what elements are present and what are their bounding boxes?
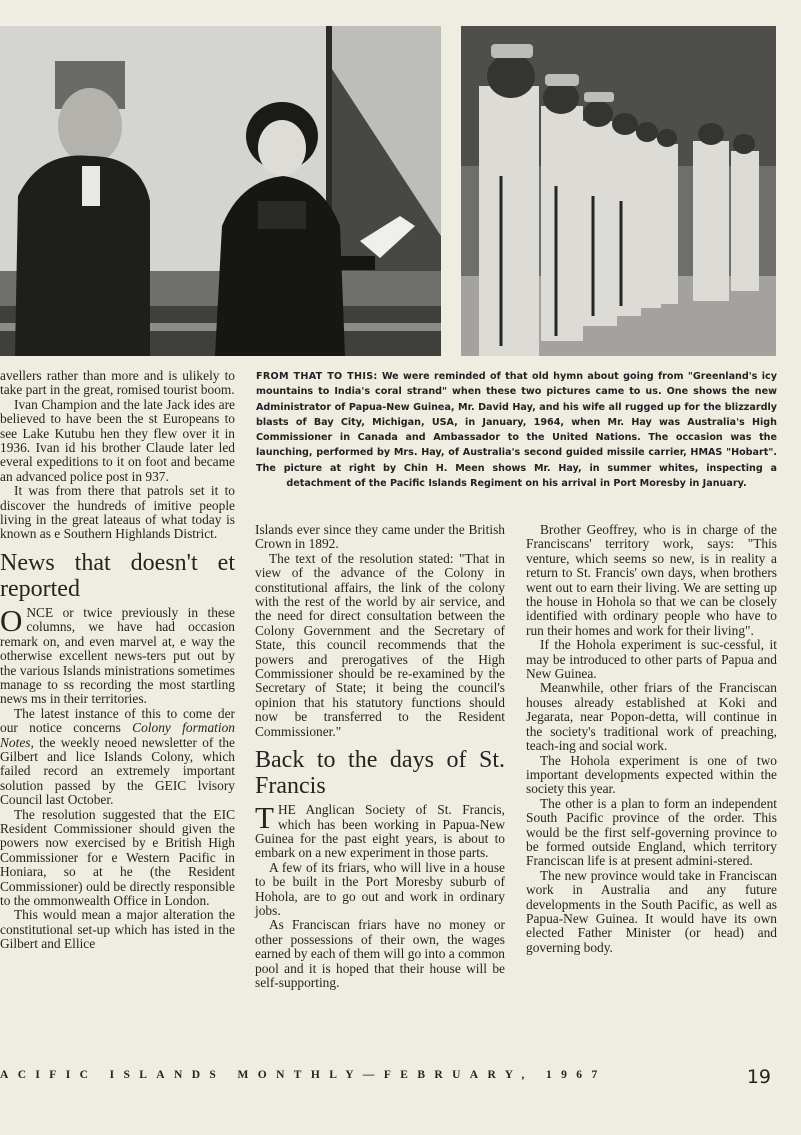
- page-number: 19: [746, 1066, 771, 1088]
- headline-news-reported: News that doesn't et reported: [0, 549, 235, 602]
- paragraph-text: NCE or twice previously in these columns, we have had occasion remark on, and even marvel at, e way the otherwise excellent news-ters put out by the various Islands ministrations sometimes manage to ss recording the most startling news ms in their territories.: [0, 604, 235, 707]
- paragraph: The resolution suggested that the EIC Resident Commissioner should given the powers now exercised by e British High Commissioner for e Western Pacific in Honiara, so at he (the Resident Commissioner) ould be directly responsible to the ommonwealth Office in London.: [0, 806, 235, 908]
- column-right: [526, 523, 777, 955]
- photo-caption: [256, 369, 777, 491]
- paragraph: A few of its friars, who will live in a house to be built in the Port Moresby suburb of Hohola, are to go out and work in ordinary jobs.: [255, 859, 505, 918]
- drop-cap: T: [255, 800, 274, 836]
- paragraph: This would mean a major alteration the constitutional set-up which has isted in the Gilbert and Ellice: [0, 907, 235, 952]
- running-head: ACIFIC ISLANDS MONTHLY—FEBRUARY, 1967: [0, 1069, 607, 1081]
- column-middle: [255, 523, 505, 990]
- paragraph: Meanwhile, other friars of the Franciscan houses already established at Koki and Jegarata, near Popon-detta, will continue in the society's traditional work of preaching, teach-ing and social work.: [526, 680, 777, 754]
- paragraph: The Hohola experiment is one of two important developments expected within the society this year.: [526, 752, 777, 797]
- drop-cap: O: [0, 602, 23, 638]
- paragraph-text: The latest instance of this to come der our notice concerns: [0, 705, 235, 736]
- photo-launching-ceremony: [0, 26, 441, 356]
- paragraph: If the Hohola experiment is suc-cessful, it may be introduced to other parts of Papua and New Guinea.: [526, 637, 777, 682]
- caption-body: We were reminded of that old hymn about going from "Greenland's icy mountains to India's coral strand" when these two pictures came to us. One shows the new Administrator of Papua-New Guinea, Mr. David Hay, and his wife all rugged up for the blizzardly blasts of Bay City, Michigan, USA, in January, 1964, when Mr. Hay was Australia's High Commissioner in Canada and Ambassador to the United Nations. The occasion was the launching, performed by Mrs. Hay, of Australia's second guided missile carrier, HMAS "Hobart". The picture at right by Chin H. Meen shows Mr. Hay, in summer whites, inspecting a detachment of the Pacific Islands Regiment on his arrival in Port Moresby in January.: [256, 371, 777, 490]
- photo-troop-inspection: [461, 26, 776, 356]
- headline-st-francis: Back to the days of St. Francis: [255, 747, 505, 800]
- paragraph: The other is a plan to form an independent South Pacific province of the order. This would be the first self-governing province to be formed outside England, which territory Franciscan life is at present admini-stered.: [526, 795, 777, 869]
- paragraph: As Franciscan friars have no money or other possessions of their own, the wages earned by each of them will go into a common pool and it is hoped that their house will be self-supporting.: [255, 917, 505, 990]
- paragraph: The text of the resolution stated: "That in view of the advance of the Colony in constitutional affairs, the link of the colony with the rest of the world by air service, and the need for direct consultation between the Colony Government and the Secretary of State, this council recommends that the powers and prerogatives of the High Commissioner should be re-examined by the Secretary of State; it being the council's opinion that his statutory functions should now be transferred to the Resident Commissioner.": [255, 550, 505, 739]
- publication-title: Colony formation Notes,: [0, 720, 235, 750]
- paragraph: Ivan Champion and the late Jack ides are believed to have been the st Europeans to see Lake Kutubu hen they flew over it in 1936. Ivan id his brother Claude later led everal expeditions to it on foot and became an advanced police post in 937.: [0, 396, 235, 484]
- paragraph-text: HE Anglican Society of St. Francis, which has been working in Papua-New Guinea for the past eight years, is about to embark on a new experiment in those parts.: [255, 802, 505, 861]
- caption-lead: FROM THAT TO THIS:: [256, 371, 378, 382]
- paragraph: avellers rather than more and is ulikely to take part in the great, romised tourist boom.: [0, 368, 235, 398]
- paragraph: [0, 707, 235, 808]
- paragraph: Islands ever since they came under the British Crown in 1892.: [255, 522, 505, 552]
- column-left: [0, 369, 235, 952]
- photo-inspection-illustration: [461, 26, 776, 356]
- photo-launching-illustration: [0, 26, 441, 356]
- paragraph: The new province would take in Franciscan work in Australia and any future developments in the South Pacific, as well as Papua-New Guinea. It would have its own elected Father Minister (or head) and governing body.: [526, 867, 777, 955]
- paragraph: It was from there that patrols set it to discover the hundreds of imitive people living in the great lateaus of what today is known as e Southern Highlands District.: [0, 483, 235, 542]
- paragraph-lead: [0, 602, 235, 707]
- paragraph-lead: [255, 800, 505, 861]
- page-footer: [0, 1066, 801, 1099]
- paragraph: Brother Geoffrey, who is in charge of the Franciscans' territory work, says: "This venture, which seems so new, is in reality a return to St. Francis' own days, when brothers went out to earn their living. We are setting up the house in Hohola so that we can be closely identified with ordinary people who have to run their homes and work for their living".: [526, 522, 777, 638]
- paragraph-text: the weekly neoed newsletter of the Gilbert and lice Islands Colony, which failed record an extremely important solution passed by the GEIC lvisory Council last October.: [0, 734, 235, 808]
